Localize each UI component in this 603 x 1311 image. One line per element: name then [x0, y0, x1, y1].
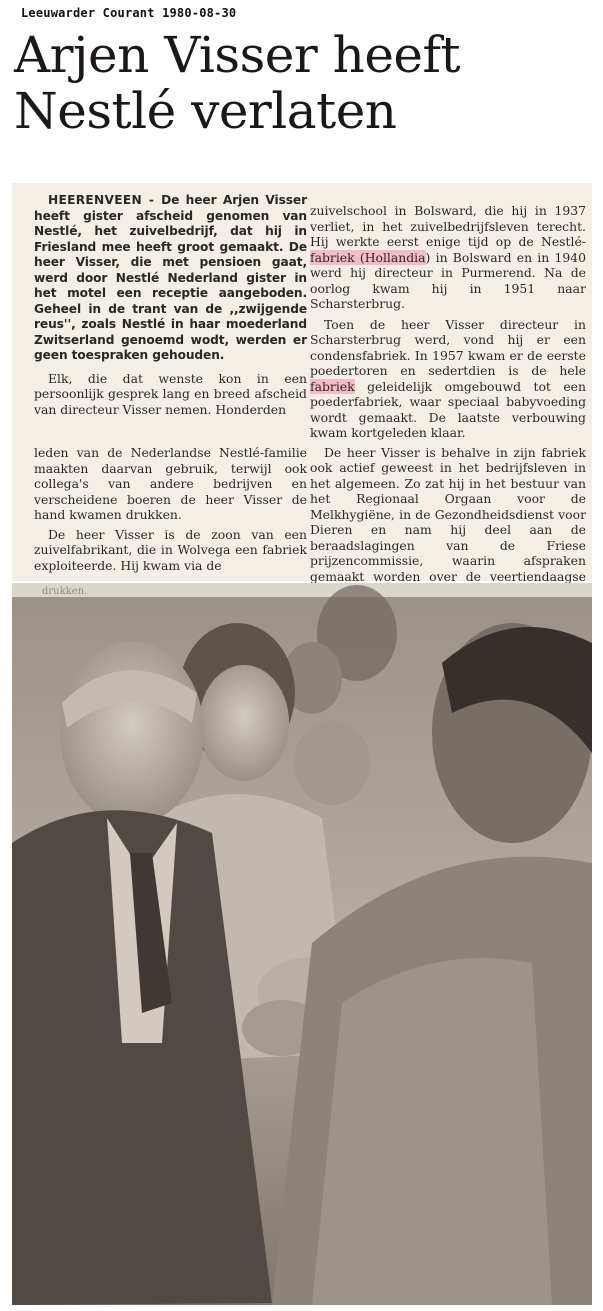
- headline: [14, 27, 594, 139]
- photo-illustration: [12, 583, 592, 1305]
- paragraph-6-text-b: geleidelijk omgebouwd tot een poederfabriek, waar speciaal babyvoeding wordt gemaakt. De laatste verbouwing kwam kortgeleden klaar.: [310, 378, 586, 440]
- column-gap: [34, 417, 307, 445]
- article-column-right: [310, 203, 586, 600]
- headline-line-2: Nestlé verlaten: [14, 82, 397, 140]
- paragraph-4: De heer Visser is de zoon van een zuivelfabrikant, die in Wolvega een fabriek exploiteerde. Hij kwam via de: [34, 526, 307, 573]
- highlighted-term: fabriek (Hollandia: [310, 249, 426, 265]
- paragraph-6: [310, 317, 586, 441]
- dateline: HEERENVEEN -: [48, 193, 162, 207]
- paragraph-5-text-b: ) in Bolsward en in 1940 werd hij directeur in Purmerend. Na de oorlog kwam hij in 1951 naar Scharsterbrug.: [310, 249, 586, 311]
- paragraph-3: leden van de Nederlandse Nestlé-familie maakten daarvan gebruik, terwijl ook collega's van andere bedrijven en verscheidene boeren de heer Visser de hand kwamen drukken.: [34, 445, 307, 522]
- lead-paragraph: [34, 193, 307, 364]
- news-photo: [12, 583, 592, 1305]
- article-column-left: [34, 193, 307, 573]
- paragraph-6-text-a: Toen de heer Visser directeur in Scharsterbrug werd, vond hij er een condensfabriek. In 1957 kwam er de eerste poedertoren en sedertdien is de hele: [310, 316, 586, 378]
- paragraph-7: De heer Visser is behalve in zijn fabriek ook actief geweest in het bedrijfsleven in het algemeen. Zo zat hij in het bestuur van het Regionaal Orgaan voor de Melkhygiëne, in de Gezondheidsdienst voor Dieren en nam hij deel aan de beraadslagingen van de Friese prijzencommissie, waarin afspraken gemaakt worden over de veertiendaagse: [310, 444, 586, 584]
- lead-text: De heer Arjen Visser heeft gister afscheid genomen van Nestlé, het zuivelbedrijf, dat hij in Friesland mee heeft groot gemaakt. De heer Visser, die met pensioen gaat, werd door Nestlé Nederland gister in het motel een receptie aangeboden. Geheel in de trant van de ,,zwijgende reus'', zoals Nestlé in haar moederland Zwitserland genoemd wodt, werden er geen toespraken gehouden.: [34, 193, 307, 362]
- paragraph-5: [310, 203, 586, 312]
- paragraph-2: Elk, die dat wenste kon in een persoonlijk gesprek lang en breed afscheid van directeur Visser nemen. Honderden: [34, 370, 307, 417]
- newspaper-source: Leeuwarder Courant 1980-08-30: [21, 6, 237, 20]
- headline-line-1: Arjen Visser heeft: [14, 26, 461, 84]
- article-body: [12, 183, 592, 584]
- photo-caption-fragment: drukken.: [42, 586, 88, 597]
- paragraph-5-text-a: zuivelschool in Bolsward, die hij in 1937 verliet, in het zuivelbedrijfsleven terecht. Hij werkte eerst enige tijd op de Nestlé-: [310, 203, 586, 249]
- highlighted-term: fabriek: [310, 378, 355, 394]
